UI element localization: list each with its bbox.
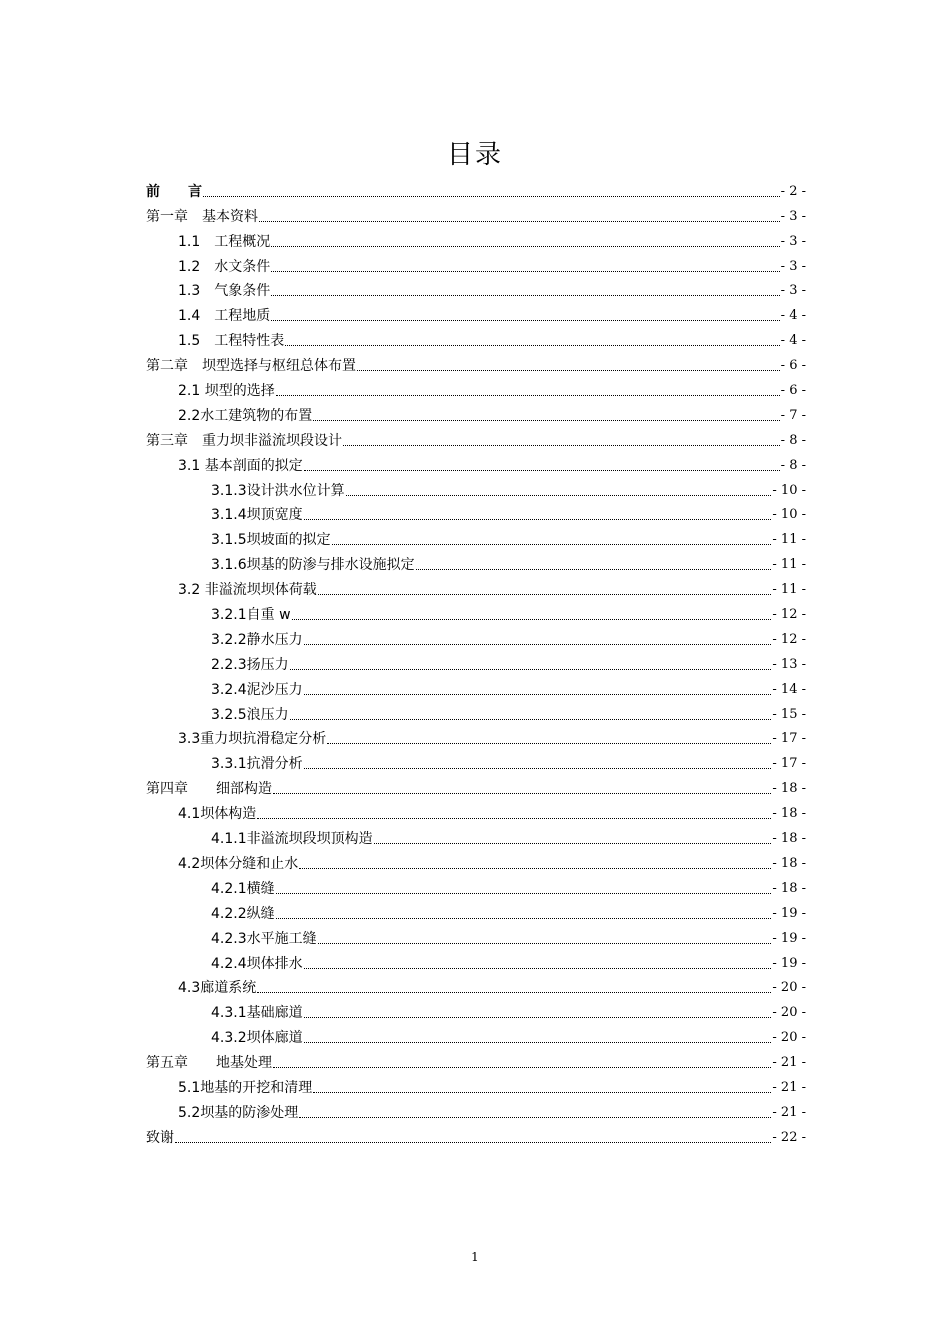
- toc-leader-dots: [290, 718, 772, 720]
- toc-entry-label: 4.2.3水平施工缝: [211, 930, 317, 947]
- toc-leader-dots: [203, 195, 780, 197]
- toc-leader-dots: [271, 319, 779, 321]
- toc-entry-page: - 21 -: [772, 1079, 806, 1095]
- toc-entry-page: - 14 -: [772, 681, 806, 697]
- toc-entry[interactable]: [146, 724, 806, 749]
- toc-entry-label: 3.2.4泥沙压力: [211, 681, 303, 698]
- toc-entry-page: - 8 -: [780, 457, 806, 473]
- toc-entry[interactable]: [146, 549, 806, 574]
- toc-entry[interactable]: [146, 1097, 806, 1122]
- toc-entry[interactable]: [146, 873, 806, 898]
- toc-leader-dots: [304, 693, 772, 695]
- toc-entry[interactable]: [146, 923, 806, 948]
- toc-entry[interactable]: [146, 300, 806, 325]
- toc-entry-label: 1.5 工程特性表: [178, 333, 285, 350]
- toc-leader-dots: [276, 917, 772, 919]
- toc-entry-label: 3.1 基本剖面的拟定: [178, 457, 303, 474]
- toc-entry[interactable]: [146, 1047, 806, 1072]
- toc-leader-dots: [299, 1116, 771, 1118]
- toc-leader-dots: [313, 1091, 771, 1093]
- toc-leader-dots: [327, 742, 771, 744]
- toc-entry[interactable]: [146, 425, 806, 450]
- toc-entry-label: 5.2坝基的防渗处理: [178, 1104, 299, 1121]
- toc-leader-dots: [273, 792, 771, 794]
- toc-entry-label: 1.2 水文条件: [178, 258, 271, 275]
- toc-entry-label: 3.2.2静水压力: [211, 631, 303, 648]
- toc-entry[interactable]: [146, 400, 806, 425]
- toc-entry-page: - 4 -: [780, 333, 806, 349]
- toc-entry[interactable]: [146, 1022, 806, 1047]
- toc-entry[interactable]: [146, 574, 806, 599]
- toc-entry-page: - 6 -: [780, 358, 806, 374]
- toc-entry-label: 3.2.1自重 w: [211, 607, 291, 624]
- toc-leader-dots: [257, 991, 771, 993]
- toc-entry-label: 3.1.3设计洪水位计算: [211, 482, 345, 499]
- toc-entry-label: 2.2水工建筑物的布置: [178, 407, 313, 424]
- toc-entry-page: - 20 -: [772, 980, 806, 996]
- toc-entry-label: 第五章 地基处理: [146, 1055, 272, 1072]
- toc-entry-page: - 6 -: [780, 383, 806, 399]
- toc-entry-label: 第二章 坝型选择与枢纽总体布置: [146, 358, 356, 375]
- toc-leader-dots: [271, 294, 779, 296]
- toc-leader-dots: [271, 270, 779, 272]
- page-number: 1: [471, 1250, 479, 1264]
- toc-leader-dots: [285, 344, 779, 346]
- toc-entry-page: - 13 -: [772, 656, 806, 672]
- toc-entry-label: 3.3重力坝抗滑稳定分析: [178, 731, 327, 748]
- toc-entry-label: 4.2.2纵缝: [211, 905, 275, 922]
- toc-entry-label: 1.1 工程概况: [178, 233, 271, 250]
- page-title: 目录: [446, 140, 503, 170]
- toc-entry[interactable]: [146, 375, 806, 400]
- toc-entry-page: - 8 -: [780, 432, 806, 448]
- toc-leader-dots: [299, 867, 771, 869]
- toc-entry-page: - 19 -: [772, 905, 806, 921]
- toc-leader-dots: [304, 1041, 772, 1043]
- toc-entry-page: - 2 -: [780, 183, 806, 199]
- toc-entry[interactable]: [146, 773, 806, 798]
- toc-entry[interactable]: [146, 823, 806, 848]
- toc-entry-page: - 18 -: [772, 806, 806, 822]
- toc-entry-label: 致谢: [146, 1129, 174, 1146]
- toc-entry-label: 4.3廊道系统: [178, 980, 257, 997]
- toc-leader-dots: [273, 1066, 771, 1068]
- toc-entry[interactable]: [146, 973, 806, 998]
- toc-entry[interactable]: [146, 748, 806, 773]
- toc-entry-label: 3.2.5浪压力: [211, 706, 289, 723]
- toc-entry-page: - 3 -: [780, 283, 806, 299]
- toc-entry-label: 1.4 工程地质: [178, 308, 271, 325]
- toc-entry-label: 第三章 重力坝非溢流坝段设计: [146, 432, 342, 449]
- table-of-contents: [146, 176, 806, 1147]
- toc-entry[interactable]: [146, 524, 806, 549]
- toc-entry-label: 第一章 基本资料: [146, 208, 258, 225]
- toc-entry-page: - 17 -: [772, 756, 806, 772]
- toc-entry-label: 2.2.3扬压力: [211, 656, 289, 673]
- toc-entry-label: 4.1.1非溢流坝段坝顶构造: [211, 831, 373, 848]
- toc-entry[interactable]: [146, 500, 806, 525]
- toc-entry-label: 2.1 坝型的选择: [178, 383, 275, 400]
- toc-entry-label: 4.2.4坝体排水: [211, 955, 303, 972]
- toc-entry[interactable]: [146, 997, 806, 1022]
- toc-entry-page: - 19 -: [772, 930, 806, 946]
- toc-entry[interactable]: [146, 674, 806, 699]
- toc-leader-dots: [416, 568, 772, 570]
- toc-leader-dots: [343, 444, 780, 446]
- toc-entry[interactable]: [146, 201, 806, 226]
- toc-entry-page: - 21 -: [772, 1055, 806, 1071]
- toc-entry-label: 3.1.6坝基的防渗与排水设施拟定: [211, 557, 415, 574]
- toc-entry[interactable]: [146, 898, 806, 923]
- toc-entry-label: 4.2.1横缝: [211, 880, 275, 897]
- toc-entry[interactable]: [146, 599, 806, 624]
- toc-entry-page: - 22 -: [772, 1129, 806, 1145]
- toc-entry[interactable]: [146, 798, 806, 823]
- toc-entry-label: 第四章 细部构造: [146, 781, 272, 798]
- toc-leader-dots: [318, 593, 772, 595]
- toc-entry[interactable]: [146, 649, 806, 674]
- toc-entry-page: - 18 -: [772, 831, 806, 847]
- toc-leader-dots: [304, 469, 780, 471]
- toc-leader-dots: [304, 767, 772, 769]
- toc-entry-label: 3.2 非溢流坝坝体荷载: [178, 582, 317, 599]
- toc-entry-label: 1.3 气象条件: [178, 283, 271, 300]
- toc-entry-page: - 18 -: [772, 880, 806, 896]
- toc-entry-page: - 12 -: [772, 607, 806, 623]
- toc-leader-dots: [374, 842, 772, 844]
- toc-entry-page: - 7 -: [780, 407, 806, 423]
- toc-entry-page: - 20 -: [772, 1005, 806, 1021]
- toc-entry[interactable]: [146, 1072, 806, 1097]
- toc-entry-page: - 10 -: [772, 482, 806, 498]
- toc-entry-page: - 17 -: [772, 731, 806, 747]
- toc-leader-dots: [346, 494, 772, 496]
- toc-leader-dots: [257, 817, 771, 819]
- toc-leader-dots: [304, 518, 772, 520]
- toc-leader-dots: [304, 643, 772, 645]
- toc-leader-dots: [357, 369, 780, 371]
- toc-entry[interactable]: [146, 350, 806, 375]
- toc-leader-dots: [292, 618, 772, 620]
- toc-entry-label: 3.1.5坝坡面的拟定: [211, 532, 331, 549]
- toc-entry-page: - 4 -: [780, 308, 806, 324]
- toc-leader-dots: [332, 543, 772, 545]
- toc-leader-dots: [304, 1016, 772, 1018]
- toc-entry-label: 4.2坝体分缝和止水: [178, 855, 299, 872]
- toc-entry-page: - 19 -: [772, 955, 806, 971]
- toc-leader-dots: [276, 394, 780, 396]
- toc-entry-page: - 3 -: [780, 208, 806, 224]
- toc-entry[interactable]: [146, 948, 806, 973]
- toc-entry[interactable]: [146, 176, 806, 201]
- toc-entry[interactable]: [146, 699, 806, 724]
- toc-entry[interactable]: [146, 251, 806, 276]
- toc-leader-dots: [304, 967, 772, 969]
- toc-entry-page: - 18 -: [772, 855, 806, 871]
- toc-entry-page: - 20 -: [772, 1030, 806, 1046]
- toc-entry[interactable]: [146, 1122, 806, 1147]
- toc-entry-label: 3.1.4坝顶宽度: [211, 507, 303, 524]
- toc-entry-page: - 11 -: [772, 532, 806, 548]
- toc-entry-page: - 18 -: [772, 781, 806, 797]
- toc-entry-label: 4.1坝体构造: [178, 806, 257, 823]
- toc-leader-dots: [318, 942, 772, 944]
- toc-entry-page: - 10 -: [772, 507, 806, 523]
- toc-leader-dots: [259, 220, 780, 222]
- toc-leader-dots: [290, 668, 772, 670]
- toc-leader-dots: [175, 1141, 771, 1143]
- toc-entry[interactable]: [146, 226, 806, 251]
- toc-entry-label: 4.3.1基础廊道: [211, 1005, 303, 1022]
- toc-entry[interactable]: [146, 475, 806, 500]
- toc-leader-dots: [313, 419, 779, 421]
- toc-entry-label: 前 言: [146, 183, 202, 200]
- toc-entry-page: - 11 -: [772, 557, 806, 573]
- toc-entry-label: 3.3.1抗滑分析: [211, 756, 303, 773]
- toc-entry-page: - 12 -: [772, 631, 806, 647]
- toc-leader-dots: [276, 892, 772, 894]
- toc-entry-page: - 3 -: [780, 258, 806, 274]
- toc-entry-page: - 3 -: [780, 233, 806, 249]
- toc-entry-label: 5.1地基的开挖和清理: [178, 1079, 313, 1096]
- toc-entry[interactable]: [146, 450, 806, 475]
- toc-entry-page: - 21 -: [772, 1104, 806, 1120]
- toc-entry-page: - 11 -: [772, 582, 806, 598]
- toc-entry-label: 4.3.2坝体廊道: [211, 1030, 303, 1047]
- toc-entry-page: - 15 -: [772, 706, 806, 722]
- toc-leader-dots: [271, 245, 779, 247]
- toc-entry[interactable]: [146, 848, 806, 873]
- toc-entry[interactable]: [146, 624, 806, 649]
- toc-entry[interactable]: [146, 325, 806, 350]
- toc-entry[interactable]: [146, 276, 806, 301]
